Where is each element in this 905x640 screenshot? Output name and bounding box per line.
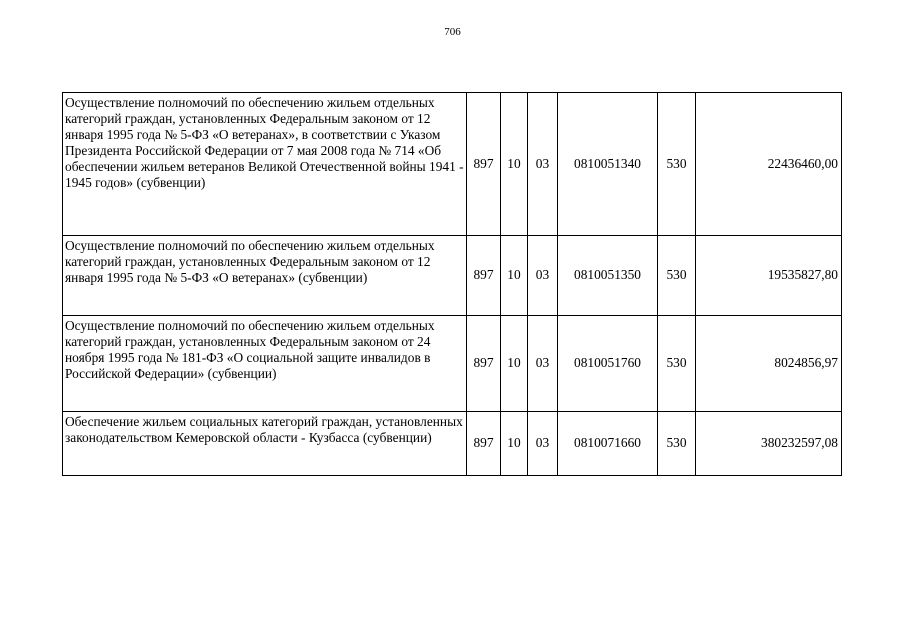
row-department-code: 897 — [467, 412, 501, 476]
page-number: 706 — [444, 26, 461, 38]
row-department-code: 897 — [467, 316, 501, 412]
row-description: Обеспечение жильем социальных категорий граждан, установленных законодательством Кемеровской области - Кузбасса (субвенции) — [63, 412, 467, 476]
row-amount: 22436460,00 — [696, 93, 842, 236]
row-section-code: 10 — [501, 93, 528, 236]
row-subsection-code: 03 — [528, 93, 558, 236]
row-section-code: 10 — [501, 412, 528, 476]
row-department-code: 897 — [467, 93, 501, 236]
row-department-code: 897 — [467, 236, 501, 316]
row-description: Осуществление полномочий по обеспечению жильем отдельных категорий граждан, установленных Федеральным законом от 12 января 1995 года № 5-ФЗ «О ветеранах», в соответствии с Указом Президента Российской Федерации от 7 мая 2008 года № 714 «Об обеспечении жильем ветеранов Великой Отечественной войны 1941 - 1945 годов» (субвенции) — [63, 93, 467, 236]
row-section-code: 10 — [501, 316, 528, 412]
row-description: Осуществление полномочий по обеспечению жильем отдельных категорий граждан, установленных Федеральным законом от 24 ноября 1995 года № 181-ФЗ «О социальной защите инвалидов в Российской Федерации» (субвенции) — [63, 316, 467, 412]
row-expense-type-code: 530 — [658, 316, 696, 412]
table-row — [63, 93, 842, 236]
row-amount: 19535827,80 — [696, 236, 842, 316]
table-row — [63, 412, 842, 476]
row-target-article-code: 0810051760 — [558, 316, 658, 412]
table-row — [63, 236, 842, 316]
row-subsection-code: 03 — [528, 412, 558, 476]
budget-table — [62, 92, 842, 476]
row-expense-type-code: 530 — [658, 412, 696, 476]
row-amount: 380232597,08 — [696, 412, 842, 476]
row-amount: 8024856,97 — [696, 316, 842, 412]
row-target-article-code: 0810051340 — [558, 93, 658, 236]
row-subsection-code: 03 — [528, 316, 558, 412]
row-target-article-code: 0810051350 — [558, 236, 658, 316]
row-subsection-code: 03 — [528, 236, 558, 316]
row-description: Осуществление полномочий по обеспечению жильем отдельных категорий граждан, установленных Федеральным законом от 12 января 1995 года № 5-ФЗ «О ветеранах» (субвенции) — [63, 236, 467, 316]
row-section-code: 10 — [501, 236, 528, 316]
row-expense-type-code: 530 — [658, 236, 696, 316]
row-target-article-code: 0810071660 — [558, 412, 658, 476]
row-expense-type-code: 530 — [658, 93, 696, 236]
table-row — [63, 316, 842, 412]
